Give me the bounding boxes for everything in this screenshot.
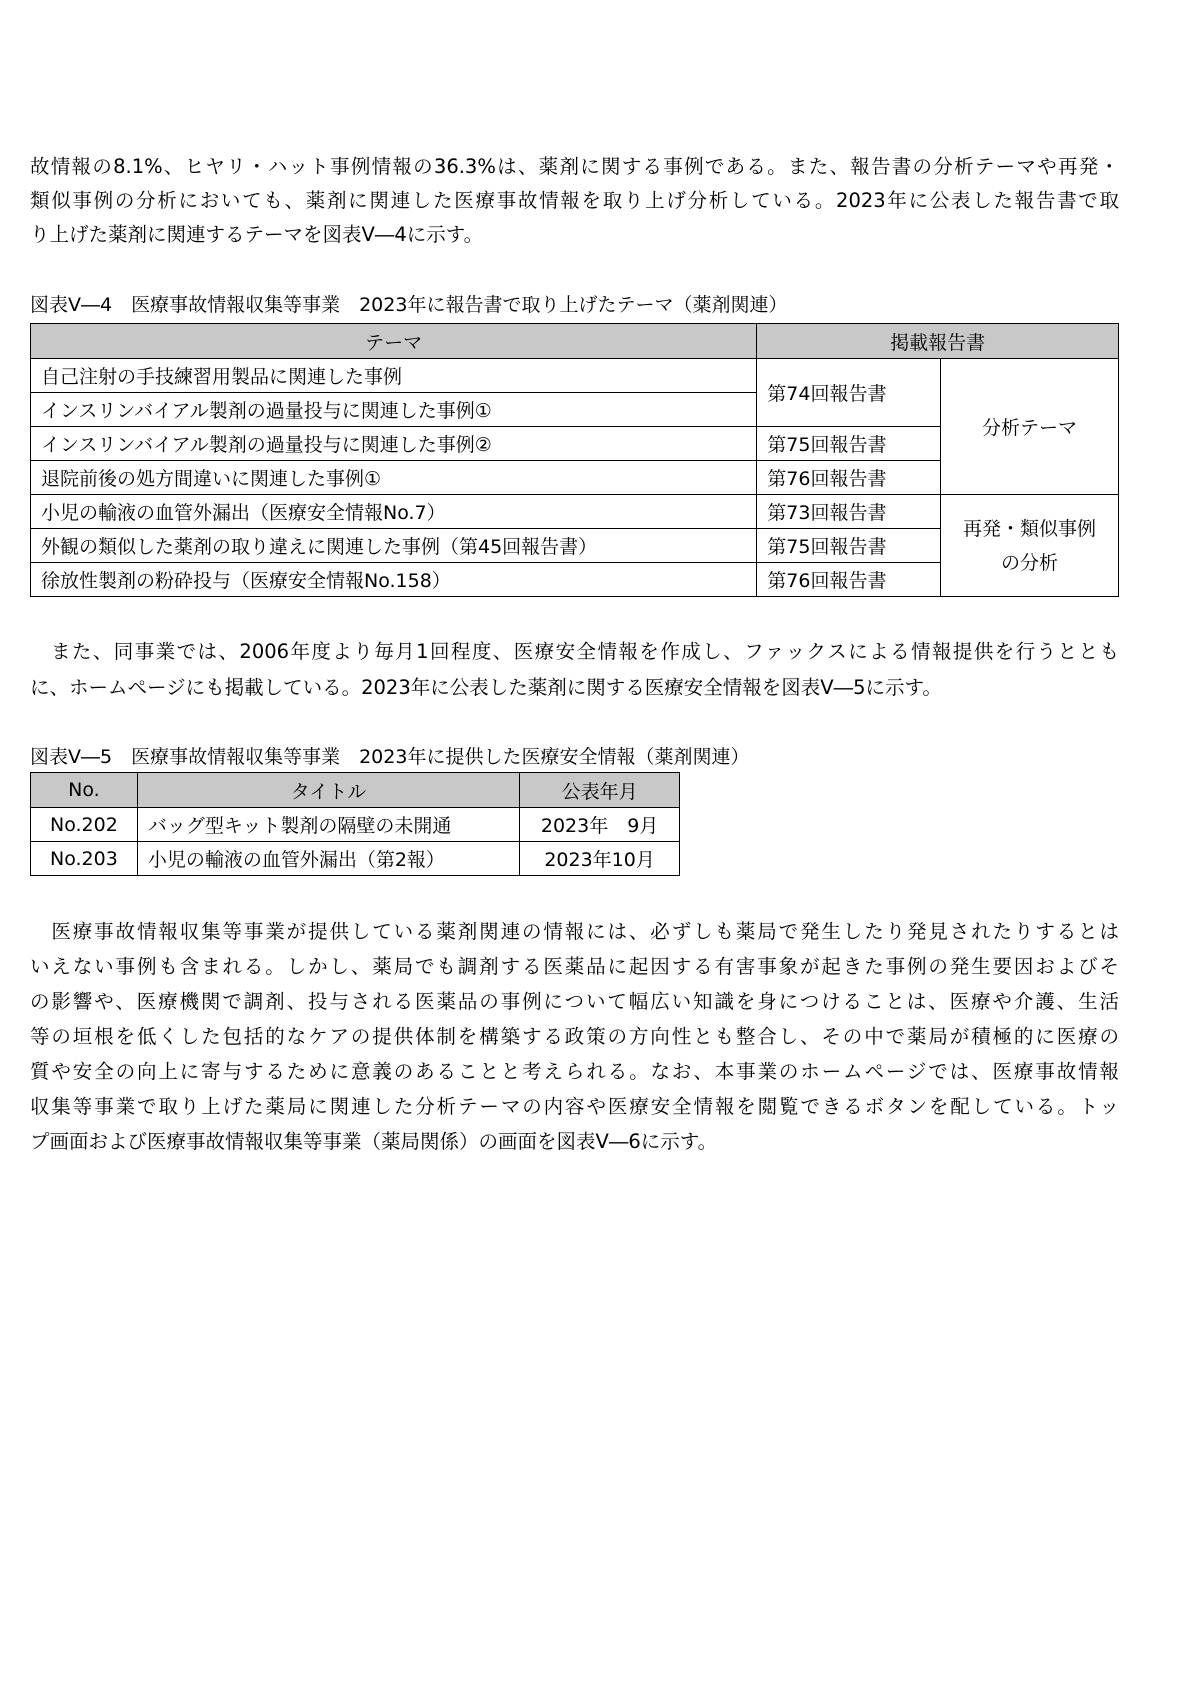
table2-caption: 図表Ⅴ―5 医療事故情報収集等事業 2023年に提供した医療安全情報（薬剤関連） <box>30 746 750 768</box>
text-line: また、同事業では、2006年度より毎月1回程度、医療安全情報を作成し、ファックスによる情報提供を行うととも <box>30 640 1119 663</box>
text-line: 医療事故情報収集等事業が提供している薬剤関連の情報には、必ずしも薬局で発生したり発見されたりするとは <box>30 920 1119 943</box>
theme-cell: 徐放性製剤の粉砕投与（医療安全情報No.158） <box>31 563 757 597</box>
category-line: 再発・類似事例 <box>963 517 1097 540</box>
theme-cell: インスリンバイアル製剤の過量投与に関連した事例② <box>31 427 757 461</box>
theme-cell: 外観の類似した薬剤の取り違えに関連した事例（第45回報告書） <box>31 529 757 563</box>
themes-table <box>30 323 1119 597</box>
header-report: 掲載報告書 <box>757 324 1119 359</box>
header-theme: テーマ <box>31 324 757 359</box>
category-cell: 分析テーマ <box>941 359 1119 495</box>
text-line: 等の垣根を低くした包括的なケアの提供体制を構築する政策の方向性とも整合し、その中で薬局が積極的に医療の <box>30 1025 1119 1048</box>
text-line: 質や安全の向上に寄与するために意義のあることと考えられる。なお、本事業のホームページでは、医療事故情報 <box>30 1060 1119 1083</box>
table1-caption: 図表Ⅴ―4 医療事故情報収集等事業 2023年に報告書で取り上げたテーマ（薬剤関連） <box>30 294 788 316</box>
theme-cell: 退院前後の処方間違いに関連した事例① <box>31 461 757 495</box>
table-row <box>31 808 680 842</box>
title-cell: 小児の輸液の血管外漏出（第2報） <box>137 842 519 876</box>
table-row <box>31 359 1119 393</box>
safety-info-table <box>30 772 680 876</box>
text-line: 故情報の8.1%、ヒヤリ・ハット事例情報の36.3%は、薬剤に関する事例である。また、報告書の分析テーマや再発・ <box>30 155 1119 178</box>
text-line: 収集等事業で取り上げた薬局に関連した分析テーマの内容や医療安全情報を閲覧できるボタンを配している。トッ <box>30 1095 1119 1118</box>
text-line: り上げた薬剤に関連するテーマを図表Ⅴ―4に示す。 <box>30 223 484 246</box>
text-line: に、ホームページにも掲載している。2023年に公表した薬剤に関する医療安全情報を図表Ⅴ―5に示す。 <box>30 676 942 699</box>
report-cell: 第73回報告書 <box>757 495 941 529</box>
table-row <box>31 495 1119 529</box>
header-title: タイトル <box>137 773 519 808</box>
theme-cell: 自己注射の手技練習用製品に関連した事例 <box>31 359 757 393</box>
theme-cell: 小児の輸液の血管外漏出（医療安全情報No.7） <box>31 495 757 529</box>
date-cell: 2023年 9月 <box>520 808 680 842</box>
report-cell: 第74回報告書 <box>757 359 941 427</box>
report-cell: 第75回報告書 <box>757 427 941 461</box>
text-line: 類似事例の分析においても、薬剤に関連した医療事故情報を取り上げ分析している。2023年に公表した報告書で取 <box>30 189 1119 212</box>
report-cell: 第76回報告書 <box>757 461 941 495</box>
no-cell: No.202 <box>31 808 138 842</box>
text-line: いえない事例も含まれる。しかし、薬局でも調剤する医薬品に起因する有害事象が起きた事例の発生要因およびそ <box>30 955 1119 978</box>
report-cell: 第75回報告書 <box>757 529 941 563</box>
text-line: の影響や、医療機関で調剤、投与される医薬品の事例について幅広い知識を身につけることは、医療や介護、生活 <box>30 990 1119 1013</box>
header-no: No. <box>31 773 138 808</box>
date-cell: 2023年10月 <box>520 842 680 876</box>
category-line: の分析 <box>1001 551 1059 574</box>
no-cell: No.203 <box>31 842 138 876</box>
title-cell: バッグ型キット製剤の隔壁の未開通 <box>137 808 519 842</box>
category-cell <box>941 495 1119 597</box>
header-date: 公表年月 <box>520 773 680 808</box>
table-row <box>31 842 680 876</box>
theme-cell: インスリンバイアル製剤の過量投与に関連した事例① <box>31 393 757 427</box>
report-cell: 第76回報告書 <box>757 563 941 597</box>
text-line: プ画面および医療事故情報収集等事業（薬局関係）の画面を図表Ⅴ―6に示す。 <box>30 1130 718 1153</box>
